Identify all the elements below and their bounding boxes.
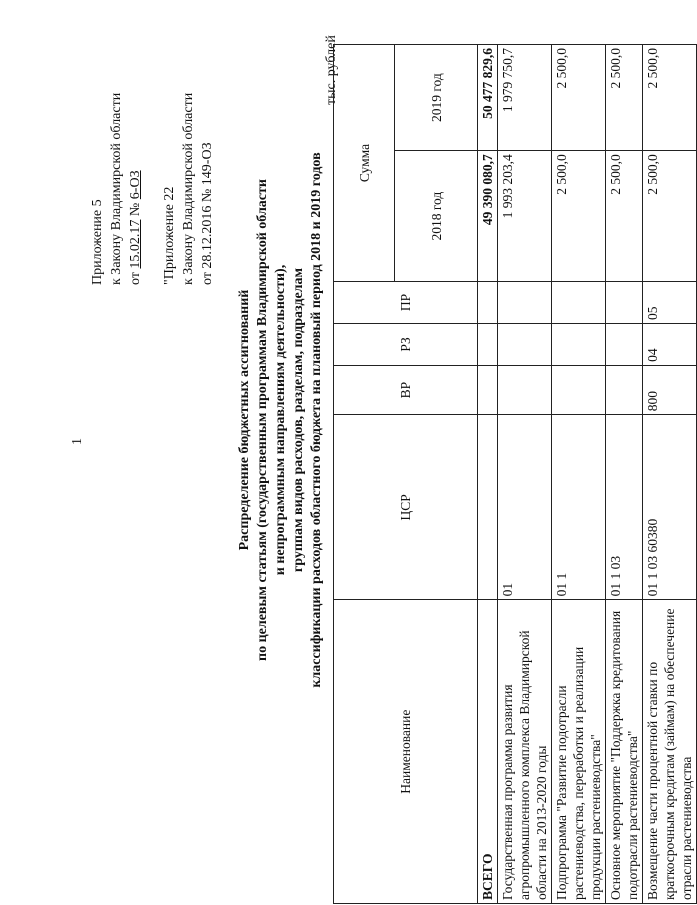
table-row [478, 45, 498, 904]
row-csr: 01 1 03 [606, 415, 643, 600]
annex-line2: к Закону Владимирской области [109, 92, 124, 285]
units-label: тыс. рублей [324, 35, 339, 105]
row-rz [552, 323, 606, 365]
row-2019: 2 500,0 [606, 45, 643, 151]
annex-line3: от 15.02.17 № 6-ОЗ [128, 170, 143, 285]
header-name: Наименование [334, 600, 478, 904]
header-2018: 2018 год [395, 151, 478, 282]
row-name: Основное мероприятие "Поддержка кредитования подотрасли растениеводства" [606, 600, 643, 904]
row-vr [478, 365, 498, 414]
row-name: Подпрограмма "Развитие подотрасли растениеводства, переработки и реализации продукции растениеводства" [552, 600, 606, 904]
row-pr [552, 282, 606, 324]
header-pr: ПР [334, 282, 478, 324]
table-row [498, 45, 552, 904]
annex-orig-header [160, 93, 217, 285]
annex-header [88, 93, 145, 285]
row-2019: 2 500,0 [552, 45, 606, 151]
row-2018: 49 390 080,7 [478, 151, 498, 282]
row-vr [552, 365, 606, 414]
row-rz [606, 323, 643, 365]
annex-orig-line3: от 28.12.2016 № 149-ОЗ [200, 142, 215, 285]
row-2018: 2 500,0 [552, 151, 606, 282]
header-row-1 [334, 45, 395, 904]
row-2019: 2 500,0 [643, 45, 697, 151]
row-2019: 1 979 750,7 [498, 45, 552, 151]
row-name: Государственная программа развития агропромышленного комплекса Владимирской области на 2013-2020 годы [498, 600, 552, 904]
header-vr: ВР [334, 365, 478, 414]
budget-table [333, 44, 697, 904]
title-line2: по целевым статьям (государственным программам Владимирской области [255, 179, 270, 661]
row-2019: 50 477 829,6 [478, 45, 498, 151]
row-pr: 05 [643, 282, 697, 324]
page-number: 1 [70, 438, 85, 445]
row-name: Возмещение части процентной ставки по краткосрочным кредитам (займам) на обеспечение отрасли растениеводства [643, 600, 697, 904]
title-line4: группам видов расходов, разделам, подразделам [291, 267, 306, 573]
title-line3: и непрограммным направлениям деятельности), [273, 264, 288, 576]
table-row [643, 45, 697, 904]
annex-orig-line2: к Закону Владимирской области [181, 92, 196, 285]
header-csr: ЦСР [334, 415, 478, 600]
page-title [236, 75, 326, 765]
table-row [606, 45, 643, 904]
row-rz: 04 [643, 323, 697, 365]
annex-number: 6-ОЗ [128, 170, 143, 200]
row-csr: 01 1 03 60380 [643, 415, 697, 600]
row-pr [478, 282, 498, 324]
header-2019: 2019 год [395, 45, 478, 151]
annex-line1: Приложение 5 [90, 199, 105, 285]
row-rz [498, 323, 552, 365]
row-vr [606, 365, 643, 414]
row-2018: 1 993 203,4 [498, 151, 552, 282]
row-2018: 2 500,0 [606, 151, 643, 282]
title-line1: Распределение бюджетных ассигнований [237, 289, 252, 551]
row-2018: 2 500,0 [643, 151, 697, 282]
row-csr [478, 415, 498, 600]
row-name: ВСЕГО [478, 600, 498, 904]
annex-date: 15.02.17 [128, 219, 143, 269]
row-csr: 01 [498, 415, 552, 600]
row-pr [606, 282, 643, 324]
row-rz [478, 323, 498, 365]
row-csr: 01 1 [552, 415, 606, 600]
table-row [552, 45, 606, 904]
annex-orig-line1: "Приложение 22 [162, 186, 177, 285]
row-vr: 800 [643, 365, 697, 414]
header-rz: РЗ [334, 323, 478, 365]
row-vr [498, 365, 552, 414]
header-sum: Сумма [334, 45, 395, 282]
row-pr [498, 282, 552, 324]
title-line5: классификации расходов областного бюджета на плановый период 2018 и 2019 годов [309, 152, 324, 688]
